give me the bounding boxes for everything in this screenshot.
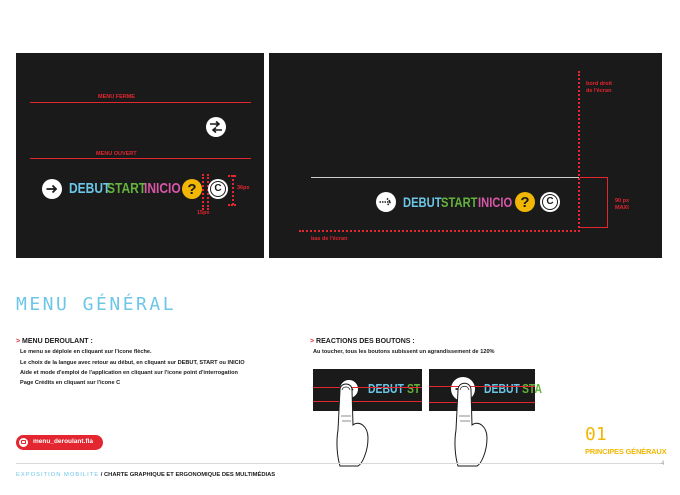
help-icon[interactable]: ? <box>182 179 202 199</box>
menu-top-line <box>311 177 579 178</box>
deroulant-line-1: Le menu se déploie en cliquant sur l'icone flèche. <box>20 349 152 355</box>
menu-toggle-icon[interactable] <box>206 117 226 137</box>
bottom-edge-line <box>299 230 580 232</box>
height-annotation: 90 px MAXI <box>615 198 630 211</box>
reactions-heading <box>310 338 415 345</box>
arrow-icon[interactable] <box>42 179 62 199</box>
height-guide-bottom <box>580 227 608 228</box>
arrow-icon[interactable] <box>376 192 396 212</box>
reactions-text: Au toucher, tous les boutons subissent un agrandissement de 120% <box>313 349 495 355</box>
height-guide-vertical <box>232 175 234 205</box>
menu-start[interactable]: START <box>441 194 478 210</box>
footer-rule <box>16 463 662 464</box>
menu-deroulant-heading <box>16 338 93 345</box>
credits-icon[interactable] <box>208 179 228 199</box>
menu-ouvert-label: MENU OUVERT <box>96 151 137 157</box>
gap-annotation: 15px <box>197 210 210 216</box>
finger-icon <box>448 378 490 466</box>
menu-ferme-label: MENU FERME <box>98 94 135 100</box>
menu-inicio[interactable]: INICIO <box>478 194 513 210</box>
demo-start: STA <box>522 381 543 396</box>
file-icon <box>19 438 28 447</box>
help-icon[interactable]: ? <box>515 192 535 212</box>
footer <box>16 472 275 478</box>
demo-start: ST <box>407 381 421 396</box>
height-annotation: 36px <box>237 185 250 191</box>
page-number: 4 <box>661 461 665 467</box>
finger-icon <box>332 380 372 466</box>
heading-arrow: > <box>310 338 315 345</box>
menu-debut[interactable]: DEBUT <box>69 180 111 197</box>
menu-debut[interactable]: DEBUT <box>403 194 442 210</box>
file-badge[interactable] <box>16 435 103 450</box>
footer-exhibition: EXPOSITION MOBILITE <box>16 472 100 478</box>
menu-inicio[interactable]: INICIO <box>144 180 181 197</box>
closed-open-menu-panel <box>16 53 264 258</box>
height-guide-vertical <box>607 177 608 228</box>
height-guide-top <box>580 177 608 178</box>
gap-guide-left <box>202 174 204 210</box>
deroulant-line-3: Aide et mode d'emploi de l'application en cliquant sur l'icone point d'interrogation <box>20 370 238 376</box>
heading-text: MENU DEROULANT : <box>22 338 93 345</box>
right-edge-line <box>578 71 580 232</box>
section-name: PRINCIPES GÉNÉRAUX <box>585 447 667 456</box>
credits-letter: C <box>542 194 558 210</box>
demo-debut: DEBUT <box>368 381 404 396</box>
screen-position-panel <box>269 53 662 258</box>
footer-charter: / CHARTE GRAPHIQUE ET ERGONOMIQUE DES MULTIMÉDIAS <box>99 472 276 478</box>
section-title: MENU GÉNÉRAL <box>16 294 177 315</box>
file-name: menu_deroulant.fla <box>33 438 93 445</box>
demo-debut: DEBUT <box>484 381 520 396</box>
right-edge-label: bord droit de l'écran <box>586 81 612 94</box>
heading-arrow: > <box>16 338 21 345</box>
deroulant-line-2: Le choix de la langue avec retour au début, en cliquant sur DEBUT, START ou INICIO <box>20 360 245 366</box>
credits-icon[interactable] <box>540 192 560 212</box>
menu-ferme-line <box>30 102 251 103</box>
deroulant-line-4: Page Crédits en cliquant sur l'icone C <box>20 380 121 386</box>
menu-start[interactable]: START <box>107 180 147 197</box>
menu-ouvert-line <box>30 158 251 159</box>
heading-text: REACTIONS DES BOUTONS : <box>316 338 415 345</box>
bottom-edge-label: bas de l'écran <box>311 236 348 242</box>
section-number: 01 <box>585 424 607 445</box>
credits-letter: C <box>210 181 226 197</box>
